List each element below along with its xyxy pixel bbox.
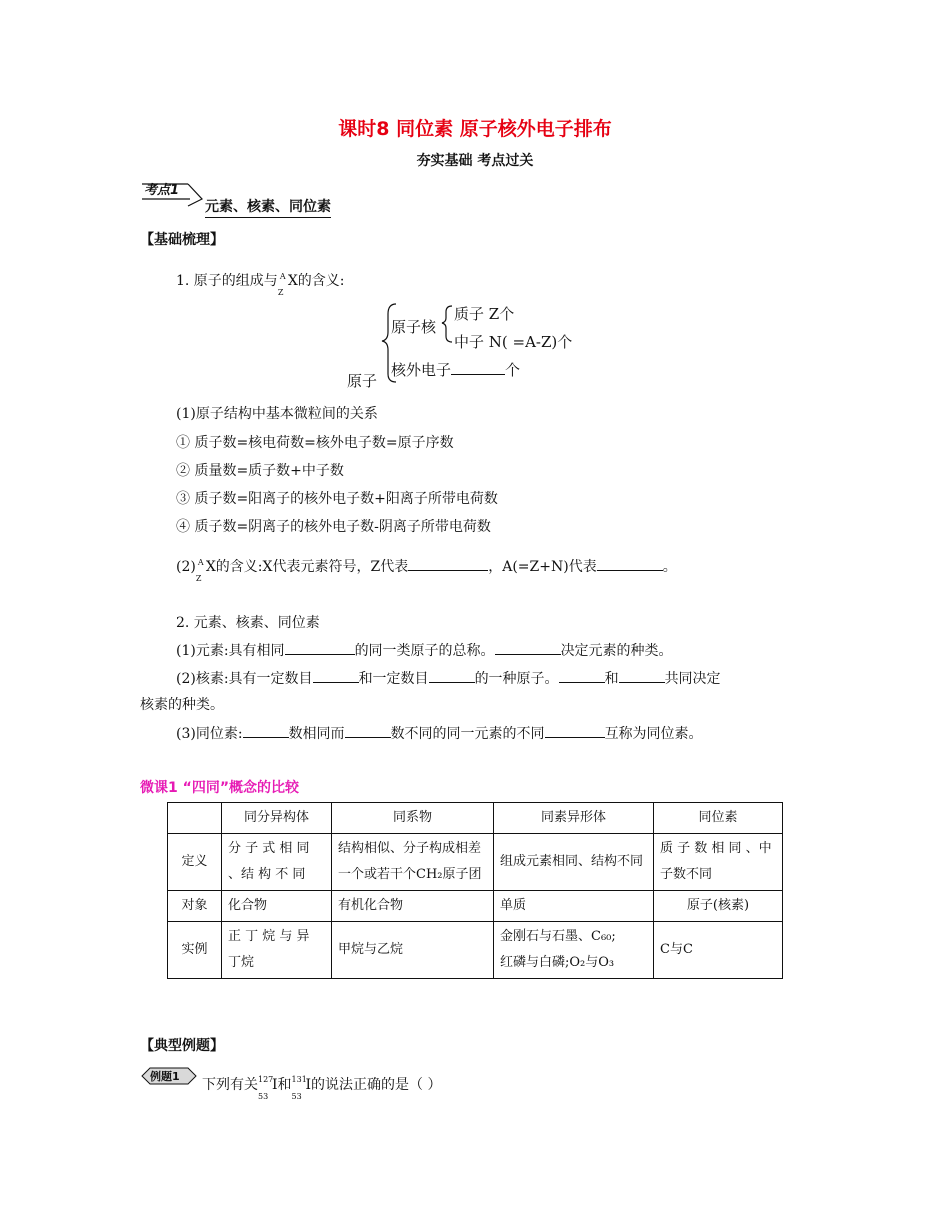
meaning-mass-number: A	[197, 558, 204, 567]
table-cell: 化合物	[222, 891, 332, 922]
blank-element-1[interactable]	[285, 653, 355, 655]
blank-nuclide-2[interactable]	[429, 681, 475, 683]
table-header-cell: 同系物	[332, 803, 494, 834]
table-row	[168, 922, 783, 979]
example-badge	[140, 1066, 198, 1086]
meaning-line	[176, 556, 677, 583]
table-header-cell: 同分异构体	[222, 803, 332, 834]
nuclide-line-2: 核素的种类。	[140, 697, 224, 713]
example-text-prefix: 下列有关	[202, 1077, 258, 1093]
isotope-text-2: 数相同而	[288, 726, 345, 742]
table-cell: 原子(核素)	[654, 891, 783, 922]
element-text-1: (1)元素:具有相同	[176, 643, 285, 659]
example-question	[202, 1074, 442, 1101]
kaodian-badge-label: 考点1	[144, 183, 180, 198]
element-text-3: 决定元素的种类。	[560, 643, 673, 659]
example-badge-label: 例题1	[150, 1070, 180, 1083]
item2-heading: 2. 元素、核素、同位素	[176, 615, 320, 631]
meaning-part3: 。	[662, 559, 677, 575]
iodine-127-mass: 127	[258, 1075, 274, 1084]
item1-mass-number: A	[279, 272, 286, 281]
blank-nuclide-4[interactable]	[619, 681, 665, 683]
structure-nucleus: 原子核	[391, 318, 437, 336]
table-cell-line: 金刚石与石墨、C₆₀;	[500, 929, 616, 944]
section-heading-basics: 【基础梳理】	[140, 232, 224, 248]
item1-suffix: X的含义:	[287, 273, 345, 289]
structure-atom: 原子	[347, 372, 378, 390]
nuclide-text-3: 的一种原子。	[474, 671, 559, 687]
item1-line	[176, 270, 345, 297]
table-row	[168, 834, 783, 891]
blank-element-2[interactable]	[495, 653, 561, 655]
isotope-text-3: 数不同的同一元素的不同	[390, 726, 545, 742]
element-line	[176, 640, 673, 660]
table-header-cell: 同素异形体	[494, 803, 654, 834]
meaning-prefix: (2)	[176, 559, 196, 575]
example-text-mid: I和	[272, 1077, 292, 1093]
kaodian-badge	[140, 178, 206, 208]
isotope-text-4: 互称为同位素。	[604, 726, 703, 742]
isotope-line	[176, 723, 703, 743]
structure-electron-line	[391, 359, 520, 380]
nuclide-text-4: 和	[604, 671, 619, 687]
table-row-label: 定义	[168, 834, 222, 891]
table-cell: 单质	[494, 891, 654, 922]
relation-4: ④ 质子数=阴离子的核外电子数-阴离子所带电荷数	[176, 519, 491, 535]
table-cell: 组成元素相同、结构不同	[494, 834, 654, 891]
table-cell: 结构相似、分子构成相差一个或若干个CH₂原子团	[332, 834, 494, 891]
blank-isotope-3[interactable]	[545, 736, 605, 738]
iodine-131-mass: 131	[291, 1075, 307, 1084]
nuclide-text-1: (2)核素:具有一定数目	[176, 671, 313, 687]
table-cell: 质 子 数 相 同 、中子数不同	[654, 834, 783, 891]
relation-3: ③ 质子数=阳离子的核外电子数+阳离子所带电荷数	[176, 491, 498, 507]
table-row	[168, 891, 783, 922]
iodine-127-atomic: 53	[258, 1092, 269, 1101]
blank-isotope-2[interactable]	[345, 736, 391, 738]
table-cell	[494, 922, 654, 979]
iodine-131-atomic: 53	[291, 1092, 302, 1101]
meaning-part1: X的含义:X代表元素符号，Z代表	[205, 559, 409, 575]
meaning-atomic-number: Z	[195, 574, 202, 583]
table-header-cell	[168, 803, 222, 834]
blank-isotope-1[interactable]	[243, 736, 289, 738]
micro-lesson-title: 微课1 “四同”概念的比较	[140, 780, 300, 796]
relations-heading: (1)原子结构中基本微粒间的关系	[176, 406, 378, 422]
nuclide-text-5: 共同决定	[664, 671, 721, 687]
table-cell: 正 丁 烷 与 异 丁烷	[222, 922, 332, 979]
comparison-table	[167, 802, 783, 979]
table-header-cell: 同位素	[654, 803, 783, 834]
element-text-2: 的同一类原子的总称。	[354, 643, 495, 659]
blank-electron-count[interactable]	[451, 373, 505, 375]
structure-electron: 核外电子	[391, 361, 452, 379]
blank-z-meaning[interactable]	[408, 569, 488, 571]
structure-neutron: 中子 N( =A-Z)个	[454, 333, 573, 351]
example-text-suffix: I的说法正确的是（ ）	[305, 1077, 442, 1093]
page-subtitle: 夯实基础 考点过关	[416, 153, 534, 169]
page-title: 课时8 同位素 原子核外电子排布	[338, 118, 612, 140]
table-cell: 有机化合物	[332, 891, 494, 922]
relation-1: ① 质子数=核电荷数=核外电子数=原子序数	[176, 435, 454, 451]
nuclide-text-2: 和一定数目	[358, 671, 429, 687]
table-cell-line: 红磷与白磷;O₂与O₃	[500, 955, 615, 970]
section-heading-examples: 【典型例题】	[140, 1038, 224, 1054]
table-cell: 分 子 式 相 同 、结 构 不 同	[222, 834, 332, 891]
table-row-label: 对象	[168, 891, 222, 922]
item1-prefix: 1. 原子的组成与	[176, 273, 278, 289]
nuclide-line	[176, 668, 721, 688]
meaning-part2: ，A(=Z+N)代表	[488, 559, 597, 575]
structure-electron-unit: 个	[505, 361, 521, 379]
kaodian-title: 元素、核素、同位素	[205, 196, 331, 218]
item1-atomic-number: Z	[277, 288, 284, 297]
isotope-text-1: (3)同位素:	[176, 726, 243, 742]
table-cell: 甲烷与乙烷	[332, 922, 494, 979]
blank-a-meaning[interactable]	[597, 569, 663, 571]
table-row-label: 实例	[168, 922, 222, 979]
blank-nuclide-1[interactable]	[313, 681, 359, 683]
blank-nuclide-3[interactable]	[559, 681, 605, 683]
relation-2: ② 质量数=质子数+中子数	[176, 463, 344, 479]
table-cell: C与C	[654, 922, 783, 979]
table-header-row	[168, 803, 783, 834]
structure-proton: 质子 Z个	[454, 305, 515, 323]
